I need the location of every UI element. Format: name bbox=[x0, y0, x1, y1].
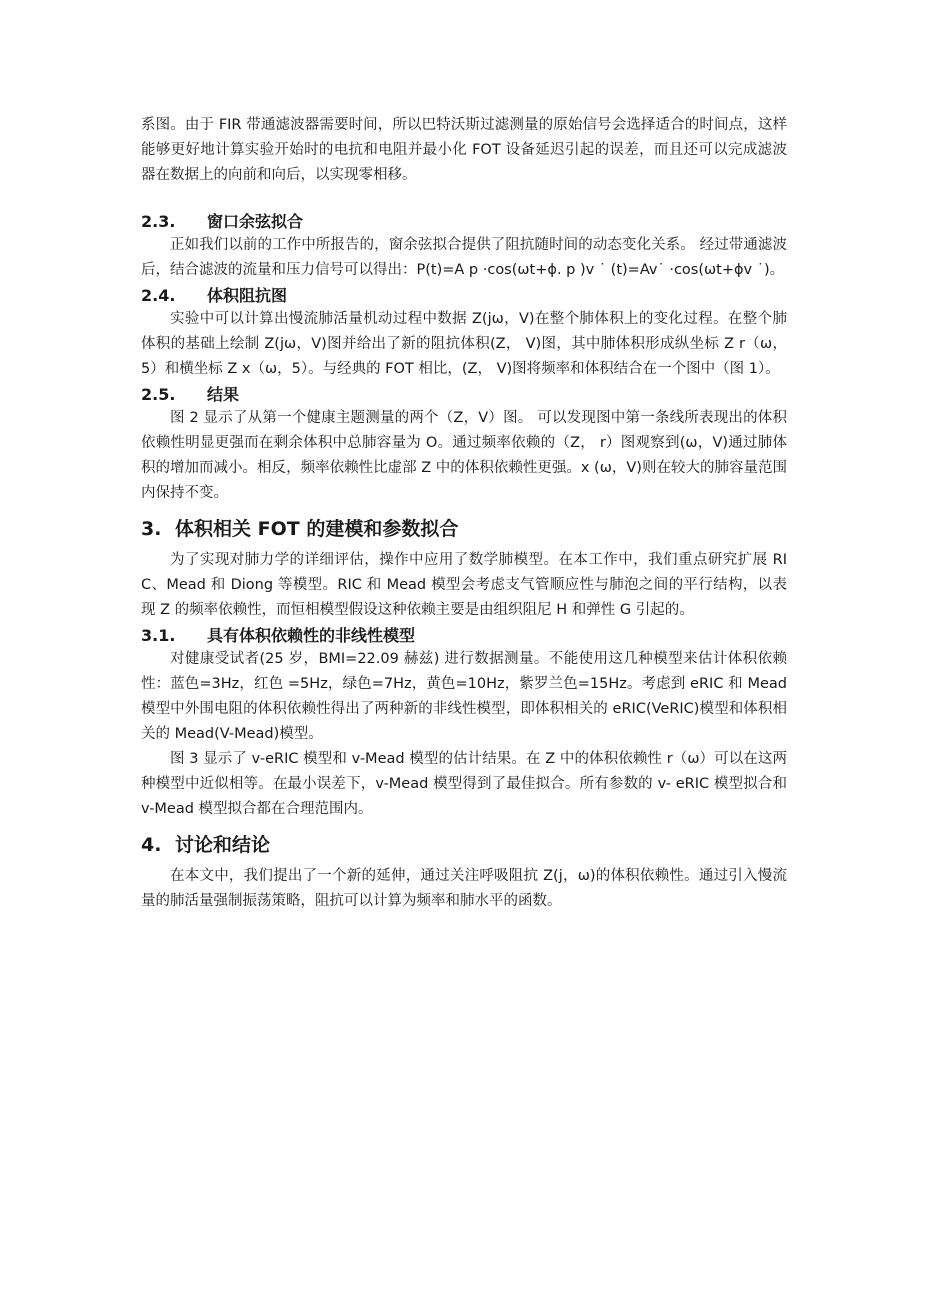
section-title: 结果 bbox=[207, 385, 240, 404]
section-2-4-heading bbox=[141, 285, 787, 307]
section-3-heading bbox=[141, 516, 787, 542]
section-3-1-paragraph-1: 对健康受试者(25 岁，BMI=22.09 赫兹) 进行数据测量。不能使用这几种模型来估计体积依赖性：蓝色=3Hz，红色 =5Hz，绿色=7Hz，黄色=10Hz，紫罗兰色=15Hz。考虑到 eRIC 和 Mead 模型中外围电阻的体积依赖性得出了两种新的非线性模型，即体积相关的 eRIC(VeRIC)模型和体积相关的 Mead(V-Mead)模型。 bbox=[141, 651, 787, 742]
section-number: 3. bbox=[141, 518, 162, 540]
section-2-4-paragraph: 实验中可以计算出慢流肺活量机动过程中数据 Z(jω，V)在整个肺体积上的变化过程。在整个肺体积的基础上绘制 Z(jω，V)图并给出了新的阻抗体积(Z， V)图，其中肺体积形成纵坐标 Z r（ω，5）和横坐标 Z x（ω，5）。与经典的 FOT 相比，(Z， V)图将频率和体积结合在一个图中（图 1）。 bbox=[141, 311, 787, 377]
section-4-paragraph: 在本文中，我们提出了一个新的延伸，通过关注呼吸阻抗 Z(j，ω)的体积依赖性。通过引入慢流量的肺活量强制振荡策略，阻抗可以计算为频率和肺水平的函数。 bbox=[141, 868, 787, 909]
intro-paragraph: 系图。由于 FIR 带通滤波器需要时间，所以巴特沃斯过滤测量的原始信号会选择适合的时间点，这样能够更好地计算实验开始时的电抗和电阻并最小化 FOT 设备延迟引起的误差，而且还可以完成滤波器在数据上的向前和向后，以实现零相移。 bbox=[141, 117, 787, 183]
section-number: 4. bbox=[141, 834, 162, 856]
section-2-3-paragraph: 正如我们以前的工作中所报告的，窗余弦拟合提供了阻抗随时间的动态变化关系。 经过带通滤波后，结合滤波的流量和压力信号可以得出：P(t)=A p ·cos(ωt+ϕ. p )v ˙ (t)=Av˙ ·cos(ωt+ϕv ˙)。 bbox=[141, 237, 787, 278]
section-title: 体积阻抗图 bbox=[207, 286, 288, 305]
section-2-3-heading bbox=[141, 211, 787, 233]
section-2-5-heading bbox=[141, 384, 787, 406]
section-3-paragraph: 为了实现对肺力学的详细评估，操作中应用了数学肺模型。在本工作中，我们重点研究扩展 RIC、Mead 和 Diong 等模型。RIC 和 Mead 模型会考虑支气管顺应性与肺泡之间的平行结构，以表现 Z 的频率依赖性，而恒相模型假设这种依赖主要是由组织阻尼 H 和弹性 G 引起的。 bbox=[141, 552, 787, 618]
section-number: 3.1. bbox=[141, 626, 176, 645]
section-title: 讨论和结论 bbox=[175, 834, 271, 856]
section-number: 2.5. bbox=[141, 385, 176, 404]
section-title: 具有体积依赖性的非线性模型 bbox=[207, 626, 416, 645]
section-number: 2.4. bbox=[141, 286, 176, 305]
document-body bbox=[141, 113, 787, 914]
section-number: 2.3. bbox=[141, 212, 176, 231]
section-4-heading bbox=[141, 832, 787, 858]
section-3-1-paragraph-2: 图 3 显示了 v-eRIC 模型和 v-Mead 模型的估计结果。在 Z 中的体积依赖性 r（ω）可以在这两种模型中近似相等。在最小误差下，v-Mead 模型得到了最佳拟合。所有参数的 v- eRIC 模型拟合和 v-Mead 模型拟合都在合理范围内。 bbox=[141, 751, 787, 817]
section-3-1-heading bbox=[141, 625, 787, 647]
section-title: 窗口余弦拟合 bbox=[207, 212, 304, 231]
section-2-5-paragraph: 图 2 显示了从第一个健康主题测量的两个（Z，V）图。 可以发现图中第一条线所表现出的体积依赖性明显更强而在剩余体积中总肺容量为 O。通过频率依赖的（Z， r）图观察到(ω，V)通过肺体积的增加而减小。相反，频率依赖性比虚部 Z 中的体积依赖性更强。x (ω，V)则在较大的肺容量范围内保持不变。 bbox=[141, 410, 787, 501]
section-title: 体积相关 FOT 的建模和参数拟合 bbox=[175, 518, 459, 540]
